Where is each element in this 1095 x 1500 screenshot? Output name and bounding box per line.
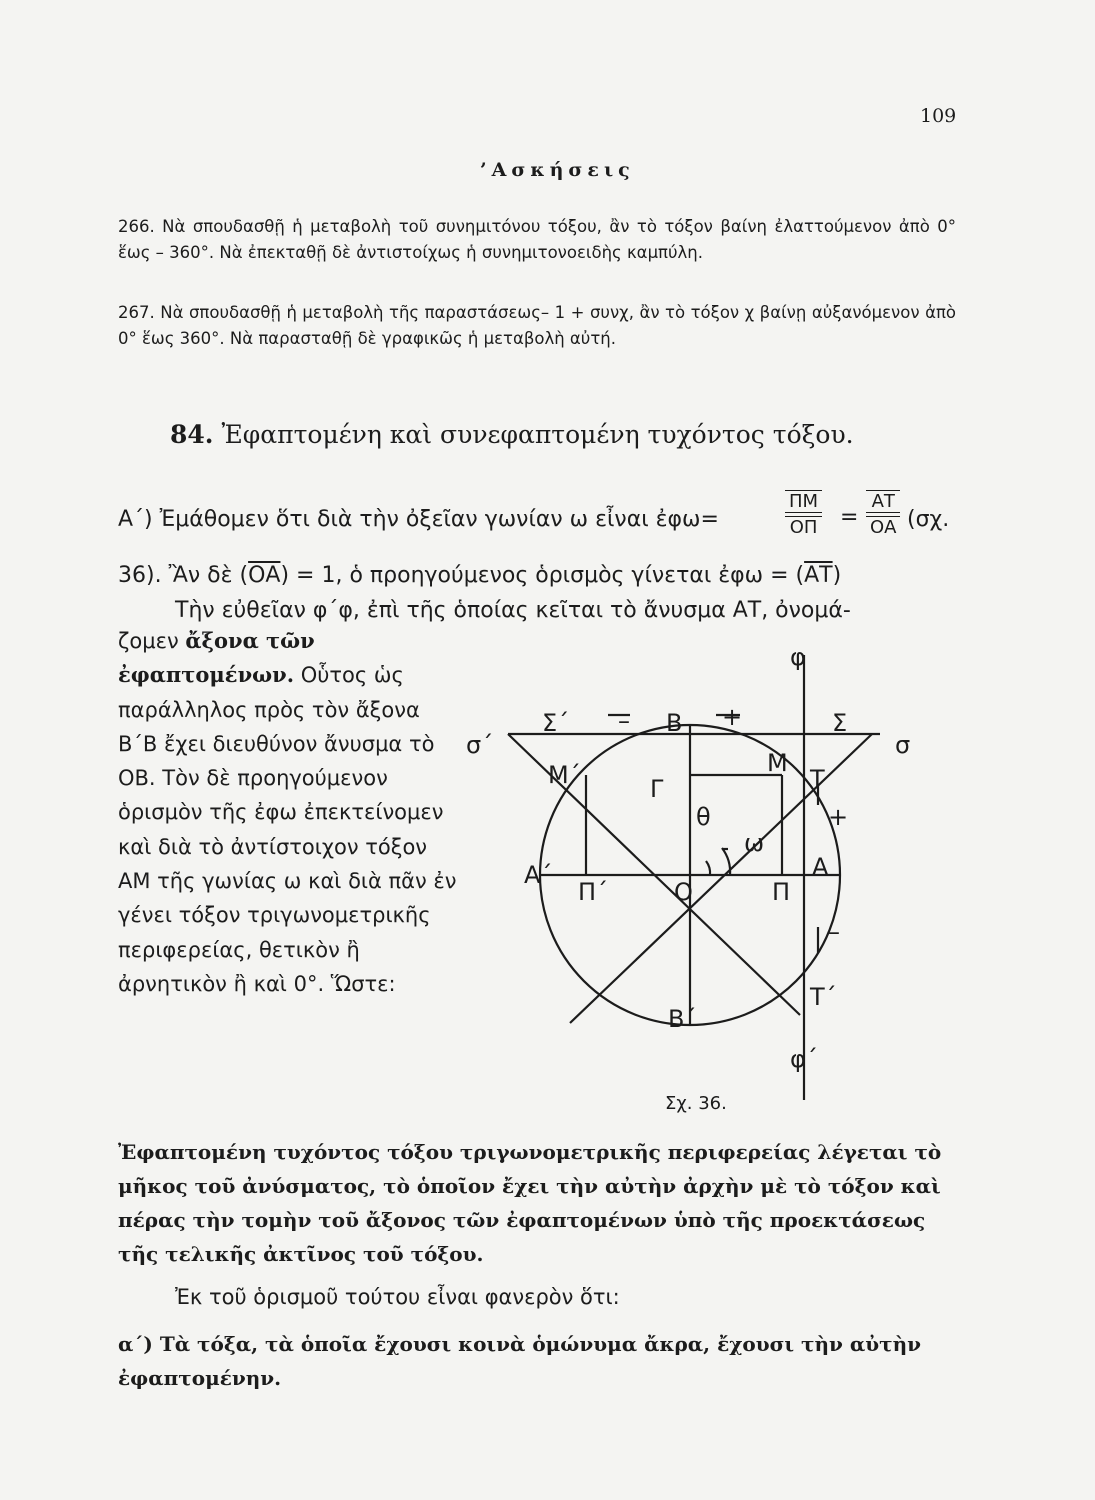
fraction-numerator: ΑΤ: [866, 490, 900, 513]
label-theta: θ: [696, 803, 711, 831]
fraction-at-oa: [866, 490, 900, 538]
wrapped-paragraph: [118, 624, 458, 1001]
corollary-intro: Ἐκ τοῦ ὁρισμοῦ τούτου εἶναι φανερὸν ὅτι:: [175, 1285, 620, 1309]
label-T: Τ: [810, 765, 825, 793]
label-phi-prime: φ΄: [790, 1045, 818, 1073]
fraction-denominator: ΟΠ: [785, 516, 822, 538]
term-tangent-axis: ἄξονα τῶν ἐφαπτομένων.: [118, 628, 315, 688]
label-M-prime: Μ΄: [548, 761, 581, 789]
line2-part-a: 36). Ἂν δὲ (: [118, 563, 249, 588]
label-Pi-prime: Π΄: [578, 878, 609, 906]
wrap-pre: ζομεν: [118, 629, 186, 653]
fraction-numerator: ΠΜ: [785, 490, 822, 513]
label-sigma-prime: σ΄: [466, 731, 494, 759]
figure-36: [460, 635, 960, 1115]
exercise-267: 267. Νὰ σπουδασθῇ ἡ μεταβολὴ τῆς παραστάσεως– 1 + συνχ, ἂν τὸ τόξον χ βαίνῃ αὐξανόμενον ἀπὸ 0° ἕως 360°. Νὰ παρασταθῇ δὲ γραφικῶς ἡ μεταβολὴ αὐτή.: [118, 303, 956, 348]
paragraph-line-3: Τὴν εὐθεῖαν φ΄φ, ἐπὶ τῆς ὁποίας κεῖται τὸ ἄνυσμα ΑΤ, ὀνομά-: [175, 598, 851, 623]
corollary-a: α΄) Τὰ τόξα, τὰ ὁποῖα ἔχουσι κοινὰ ὁμώνυμα ἄκρα, ἔχουσι τὴν αὐτὴν ἐφαπτομένην.: [118, 1332, 921, 1390]
subsection-title-text: Ἐφαπτομένη καὶ συνεφαπτομένη τυχόντος τόξου.: [221, 420, 854, 449]
subsection-number: 84.: [170, 420, 214, 449]
figure-caption: Σχ. 36.: [665, 1093, 727, 1114]
angle-theta-arc: [706, 861, 710, 875]
trig-circle-diagram: [460, 635, 960, 1115]
label-Sigma-prime: Σ΄: [542, 709, 570, 737]
definition-text: Ἐφαπτομένη τυχόντος τόξου τριγωνομετρικῆς περιφερείας λέγεται τὸ μῆκος τοῦ ἀνύσματος, τὸ ὁποῖον ἔχει τὴν αὐτὴν ἀρχὴν μὲ τὸ τόξον καὶ πέρας τὴν τομὴν τοῦ ἄξονος τῶν ἐφαπτομένων ὑπὸ τῆς προεκτάσεως τῆς τελικῆς ἀκτῖνος τοῦ τόξου.: [118, 1140, 942, 1266]
subsection-title: [170, 420, 854, 449]
figure-reference: (σχ.: [907, 507, 950, 532]
label-B: Β: [666, 709, 683, 737]
label-plus-top: +: [722, 703, 743, 731]
label-Sigma: Σ: [832, 709, 848, 737]
label-M: Μ: [767, 749, 788, 777]
page-number: 109: [920, 105, 957, 127]
vector-at: $\overline{AT}$: [804, 563, 833, 588]
exercise-266: 266. Νὰ σπουδασθῇ ἡ μεταβολὴ τοῦ συνημιτόνου τόξου, ἂν τὸ τόξον βαίνη ἐλαττούμενον ἀπὸ 0° ἕως – 360°. Νὰ ἐπεκταθῇ δὲ ἀντιστοίχως ἡ συνημιτονοειδὴς καμπύλη.: [118, 217, 956, 262]
line2-part-b: ) = 1, ὁ προηγούμενος ὁρισμὸς γίνεται ἐφω = (: [280, 563, 805, 588]
wrap-post: Οὗτος ὡς παράλληλος πρὸς τὸν ἄξονα Β΄Β ἔχει διευθύνον ἄνυσμα τὸ ΟΒ. Τὸν δὲ προηγούμενον ὁρισμὸν τῆς ἐφω ἐπεκτείνομεν καὶ διὰ τὸ ἀντίστοιχον τόξον ΑΜ τῆς γωνίας ω καὶ διὰ πᾶν ἐν γένει τόξον τριγωνομετρικῆς περιφερείας, θετικὸν ἢ ἀρνητικὸν ἢ καὶ 0°. Ὥστε:: [118, 663, 457, 996]
label-omega: ω: [744, 829, 765, 857]
label-T-prime: Τ΄: [810, 983, 837, 1011]
label-minus-top: –: [618, 707, 630, 735]
label-B-prime: Β΄: [668, 1005, 697, 1033]
paragraph-line-1: Α΄) Ἐμάθομεν ὅτι διὰ τὴν ὀξεῖαν γωνίαν ω εἶναι ἐφω=: [118, 507, 719, 532]
vector-oa: $\overline{OA}$: [248, 563, 281, 588]
fraction-pm-op: [785, 490, 822, 538]
equals-sign: =: [840, 505, 859, 530]
label-sigma: σ: [895, 731, 911, 759]
fraction-denominator: ΟΑ: [866, 516, 900, 538]
paragraph-line-2: [118, 563, 841, 588]
section-heading: ’Ασκήσεις: [480, 159, 635, 181]
label-Pi: Π: [772, 878, 791, 906]
label-A-prime: Α΄: [524, 861, 553, 889]
label-plus-right: +: [828, 803, 849, 831]
line2-part-c: ): [832, 563, 842, 588]
label-phi: φ: [790, 643, 806, 671]
label-Gamma: Γ: [650, 775, 664, 803]
label-minus-right: –: [828, 918, 840, 946]
label-A: Α: [812, 853, 829, 881]
label-O: Ο: [674, 878, 693, 906]
